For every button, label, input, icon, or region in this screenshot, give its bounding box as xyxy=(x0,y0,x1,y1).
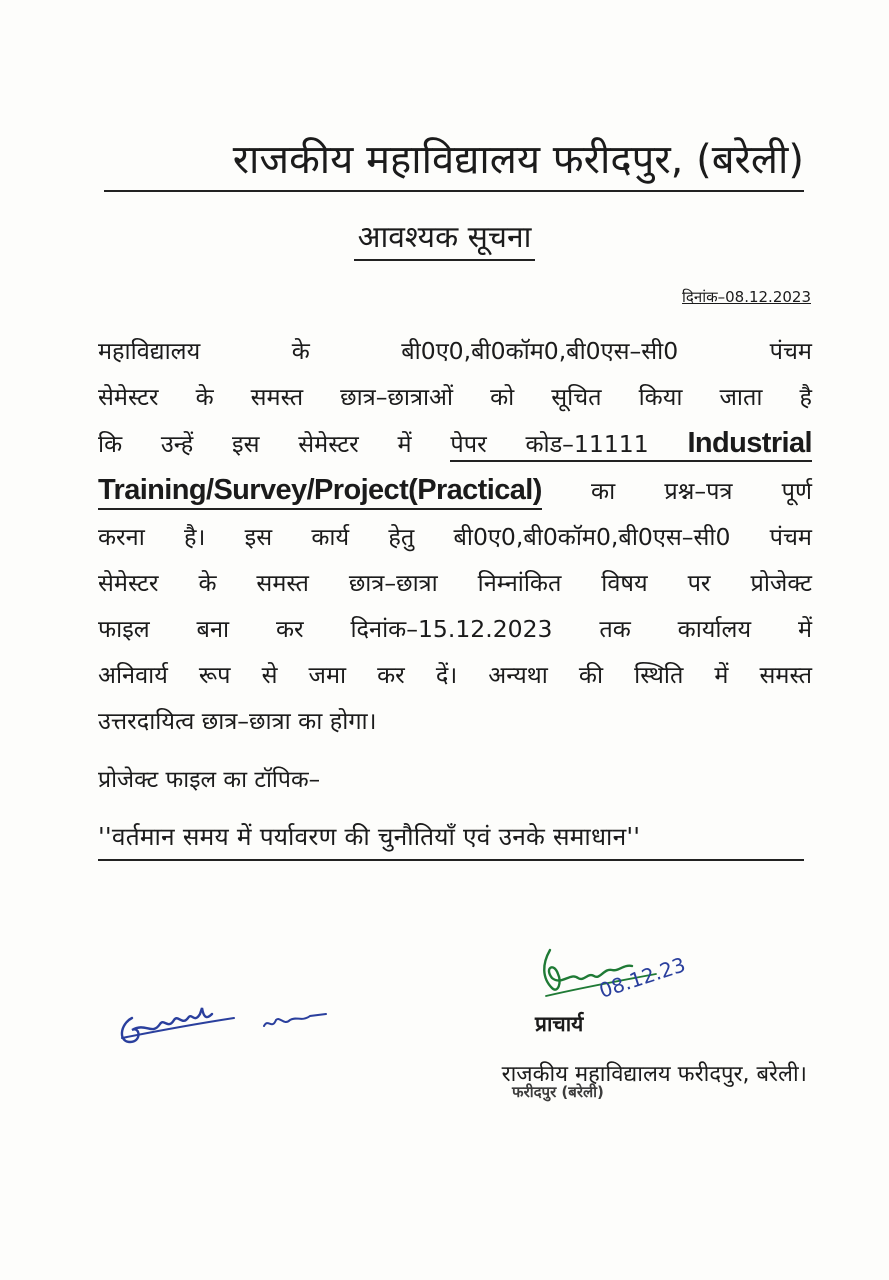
body-line-4-tail: का प्रश्न–पत्र पूर्ण xyxy=(591,477,812,505)
body-line-8: अनिवार्य रूप से जमा कर दें। अन्यथा की स्थिति में समस्त xyxy=(98,661,812,689)
principal-signature xyxy=(532,938,702,1008)
body-line-7: फाइल बना कर दिनांक–15.12.2023 तक कार्यालय में xyxy=(98,615,812,643)
college-footer: राजकीय महाविद्यालय फरीदपुर, बरेली। xyxy=(501,1062,807,1087)
body-line-4 xyxy=(98,467,812,514)
notice-title-text: आवश्यक सूचना xyxy=(354,220,536,261)
topic-label: प्रोजेक्ट फाइल का टॉपिक– xyxy=(98,767,321,793)
body-line-6: सेमेस्टर के समस्त छात्र–छात्रा निम्नांकित विषय पर प्रोजेक्ट xyxy=(98,569,812,597)
body-line-5: करना है। इस कार्य हेतु बी0ए0,बी0कॉम0,बी0एस–सी0 पंचम xyxy=(98,523,812,551)
principal-label: प्राचार्य xyxy=(535,1012,584,1036)
paper-name-part-1: Industrial xyxy=(687,427,812,459)
paper-name-part-2: Training/Survey/Project(Practical) xyxy=(98,474,542,510)
notice-date: दिनांक–08.12.2023 xyxy=(682,288,811,306)
body-line-3-text: कि उन्हें इस सेमेस्टर में xyxy=(98,430,412,458)
college-stamp: फरीदपुर (बरेली) xyxy=(512,1083,604,1101)
body-line-3 xyxy=(98,420,812,467)
notice-body xyxy=(98,328,812,744)
topic-title: ''वर्तमान समय में पर्यावरण की चुनौतियाँ एवं उनके समाधान'' xyxy=(98,820,804,861)
body-line-2: सेमेस्टर के समस्त छात्र–छात्राओं को सूचित किया जाता है xyxy=(98,383,812,411)
principal-signature-date: 08.12.23 xyxy=(596,952,689,1003)
paper-code-text: पेपर कोड–11111 xyxy=(450,430,649,458)
notice-title xyxy=(0,216,889,260)
body-line-1: महाविद्यालय के बी0ए0,बी0कॉम0,बी0एस–सी0 पंचम xyxy=(98,337,812,365)
left-signature xyxy=(112,990,352,1060)
college-name: राजकीय महाविद्यालय फरीदपुर, (बरेली) xyxy=(104,132,804,192)
paper-code xyxy=(450,427,812,462)
body-line-9: उत्तरदायित्व छात्र–छात्रा का होगा। xyxy=(98,707,377,735)
